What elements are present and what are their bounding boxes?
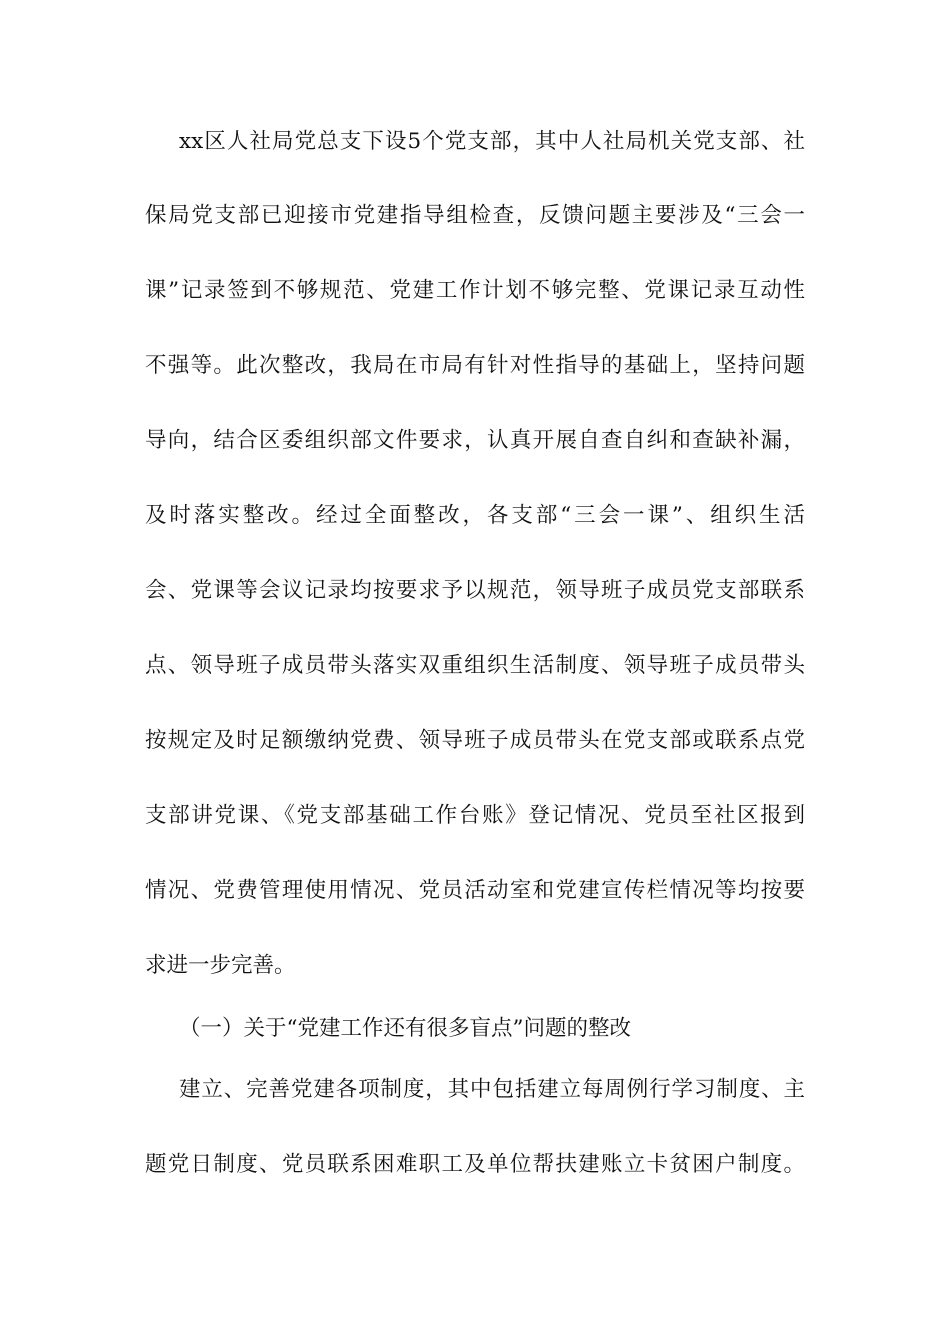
paragraph-line: 导向，结合区委组织部文件要求，认真开展自查自纠和查缺补漏， [145,428,805,453]
paragraph-line: 保局党支部已迎接市党建指导组检查，反馈问题主要涉及“三会一 [145,203,805,228]
paragraph-line: xx区人社局党总支下设5个党支部，其中人社局机关党支部、社 [179,129,805,154]
paragraph-line: 及时落实整改。经过全面整改，各支部“三会一课”、组织生活 [145,503,805,528]
paragraph-line: 会、党课等会议记录均按要求予以规范，领导班子成员党支部联系 [145,578,805,603]
paragraph-line: 支部讲党课、《党支部基础工作台账》登记情况、党员至社区报到 [145,803,805,828]
paragraph-line: 求进一步完善。 [145,953,296,978]
paragraph-line: 点、领导班子成员带头落实双重组织生活制度、领导班子成员带头 [145,653,805,678]
paragraph-line: 不强等。此次整改，我局在市局有针对性指导的基础上，坚持问题 [145,353,805,378]
paragraph-line: 情况、党费管理使用情况、党员活动室和党建宣传栏情况等均按要 [145,878,805,903]
paragraph-line: 题党日制度、党员联系困难职工及单位帮扶建账立卡贫困户制度。 [145,1152,805,1177]
paragraph-line: 课”记录签到不够规范、党建工作计划不够完整、党课记录互动性 [145,278,805,303]
paragraph-line: 按规定及时足额缴纳党费、领导班子成员带头在党支部或联系点党 [145,728,805,753]
paragraph-line: 建立、完善党建各项制度，其中包括建立每周例行学习制度、主 [179,1077,805,1102]
section-heading: （一）关于“党建工作还有很多盲点”问题的整改 [179,1016,631,1041]
